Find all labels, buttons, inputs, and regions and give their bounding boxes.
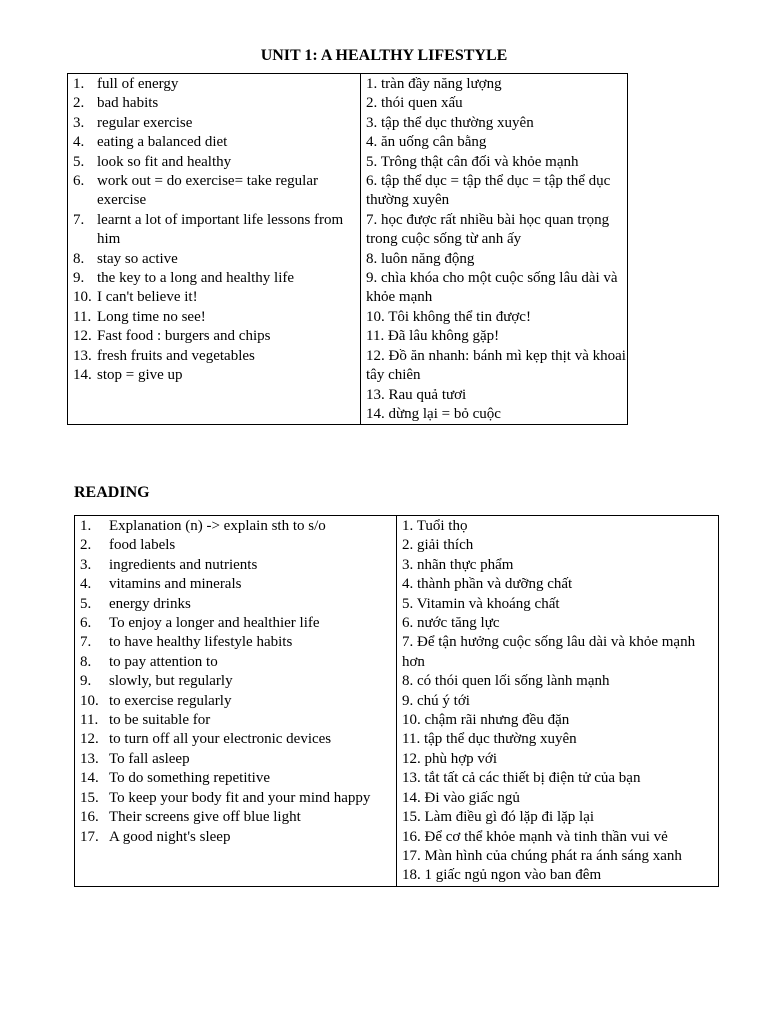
list-item — [80, 556, 396, 575]
item-number: 1. — [73, 76, 85, 92]
list-item — [73, 250, 360, 269]
list-item — [80, 672, 396, 691]
item-number: 16. — [80, 809, 99, 826]
english-column — [75, 516, 397, 887]
translation-item: 12. phù hợp với — [402, 750, 498, 767]
item-number: 1. — [80, 518, 92, 534]
item-number: 12. — [80, 731, 99, 748]
item-number: 2. — [80, 537, 92, 554]
list-item — [80, 750, 396, 769]
list-item — [80, 711, 396, 730]
translation-item: 14. dừng lại = bỏ cuộc — [366, 405, 501, 422]
item-number: 9. — [80, 673, 92, 690]
english-column — [68, 74, 361, 425]
list-item — [80, 730, 396, 749]
item-number: 14. — [73, 367, 92, 384]
item-number: 10. — [80, 692, 99, 709]
item-text: fresh fruits and vegetables — [97, 347, 255, 364]
vietnamese-column — [361, 74, 628, 425]
item-number: 17. — [80, 828, 99, 845]
list-item — [80, 828, 396, 847]
list-item — [80, 614, 396, 633]
translation-item: 7. Để tận hưởng cuộc sống lâu dài và khỏe mạnh hơn — [402, 634, 696, 670]
translation-item: 14. Đi vào giấc ngủ — [402, 789, 520, 806]
list-item — [80, 789, 396, 808]
item-text: To enjoy a longer and healthier life — [109, 615, 320, 632]
item-text: to be suitable for — [109, 712, 211, 729]
item-text: food labels — [109, 537, 176, 554]
translation-item: 17. Màn hình của chúng phát ra ánh sáng xanh — [402, 847, 682, 864]
translation-item: 8. có thói quen lối sống lành mạnh — [402, 673, 610, 690]
item-number: 4. — [73, 134, 85, 151]
item-number: 14. — [80, 770, 99, 787]
item-number: 6. — [73, 173, 85, 190]
item-number: 11. — [73, 308, 92, 325]
item-text: to turn off all your electronic devices — [109, 731, 332, 748]
translation-item: 10. Tôi không thể tin được! — [366, 308, 531, 325]
translation-item: 9. chìa khóa cho một cuộc sống lâu dài và khỏe mạnh — [366, 270, 618, 306]
item-number: 7. — [80, 634, 92, 651]
translation-item: 13. tắt tất cả các thiết bị điện tử của bạn — [402, 770, 641, 787]
item-number: 8. — [80, 653, 92, 670]
translation-item: 11. tập thể dục thường xuyên — [402, 731, 577, 748]
translation-item: 2. giải thích — [402, 537, 474, 554]
item-text: bad habits — [97, 95, 159, 112]
vocabulary-table — [67, 73, 628, 425]
translation-item: 18. 1 giấc ngủ ngon vào ban đêm — [402, 867, 602, 884]
item-text: slowly, but regularly — [109, 673, 233, 690]
translation-item: 10. chậm rãi nhưng đều đặn — [402, 712, 570, 729]
item-text: Their screens give off blue light — [109, 809, 301, 826]
list-item — [80, 633, 396, 652]
item-text: A good night's sleep — [109, 828, 231, 845]
translation-item: 11. Đã lâu không gặp! — [366, 328, 500, 345]
list-item — [73, 114, 360, 133]
translation-item: 6. nước tăng lực — [402, 615, 500, 632]
item-text: ingredients and nutrients — [109, 556, 258, 573]
list-item — [73, 94, 360, 113]
list-item — [80, 536, 396, 555]
list-item — [73, 269, 360, 288]
item-text: vitamins and minerals — [109, 576, 242, 593]
translation-item: 6. tập thể dục = tập thể dục = tập thể dục thường xuyên — [366, 173, 611, 209]
item-number: 13. — [73, 347, 92, 364]
item-text: to have healthy lifestyle habits — [109, 634, 293, 651]
item-text: To do something repetitive — [109, 770, 271, 787]
list-item — [73, 347, 360, 366]
item-text: to exercise regularly — [109, 692, 232, 709]
list-item — [73, 153, 360, 172]
item-text: learnt a lot of important life lessons from him — [97, 211, 344, 248]
item-number: 11. — [80, 712, 99, 729]
translation-item: 9. chú ý tới — [402, 692, 470, 709]
list-item — [80, 575, 396, 594]
list-item — [80, 769, 396, 788]
item-number: 2. — [73, 95, 85, 112]
item-number: 6. — [80, 615, 92, 632]
page-title: UNIT 1: A HEALTHY LIFESTYLE — [260, 47, 508, 64]
item-text: energy drinks — [109, 595, 191, 612]
list-item — [80, 653, 396, 672]
item-number: 15. — [80, 789, 99, 806]
item-text: To fall asleep — [109, 750, 190, 767]
item-number: 12. — [73, 328, 92, 345]
item-number: 10. — [73, 289, 92, 306]
item-text: eating a balanced diet — [97, 134, 228, 151]
item-text: Long time no see! — [97, 308, 206, 325]
item-number: 13. — [80, 750, 99, 767]
translation-item: 1. tràn đầy năng lượng — [366, 76, 502, 92]
item-text: regular exercise — [97, 114, 193, 131]
translation-item: 3. nhãn thực phẩm — [402, 556, 514, 573]
list-item — [80, 517, 396, 536]
item-number: 5. — [73, 153, 85, 170]
reading-table — [74, 515, 719, 887]
item-number: 9. — [73, 270, 85, 287]
item-number: 8. — [73, 250, 85, 267]
translation-item: 12. Đồ ăn nhanh: bánh mì kẹp thịt và khoai tây chiên — [366, 347, 626, 384]
list-item — [80, 692, 396, 711]
item-number: 4. — [80, 576, 92, 593]
translation-item: 7. học được rất nhiều bài học quan trọng trong cuộc sống từ anh ấy — [366, 211, 610, 248]
list-item — [80, 595, 396, 614]
translation-item: 5. Vitamin và khoáng chất — [402, 595, 560, 612]
list-item — [73, 133, 360, 152]
list-item — [73, 288, 360, 307]
item-text: To keep your body fit and your mind happy — [109, 789, 371, 806]
item-number: 3. — [80, 556, 92, 573]
translation-item: 4. ăn uống cân bằng — [366, 134, 487, 151]
translation-item: 15. Làm điều gì đó lặp đi lặp lại — [402, 809, 595, 826]
list-item — [73, 172, 360, 211]
translation-item: 3. tập thể dục thường xuyên — [366, 114, 534, 131]
list-item — [73, 211, 360, 250]
item-number: 5. — [80, 595, 92, 612]
item-text: the key to a long and healthy life — [97, 270, 295, 287]
item-text: stay so active — [97, 250, 178, 267]
translation-item: 8. luôn năng động — [366, 250, 475, 267]
item-text: full of energy — [97, 76, 179, 92]
item-text: work out = do exercise= take regular exercise — [97, 173, 319, 209]
item-text: stop = give up — [97, 367, 183, 384]
item-text: Explanation (n) -> explain sth to s/o — [109, 518, 326, 534]
translation-item: 16. Để cơ thể khỏe mạnh và tinh thần vui vẻ — [402, 828, 668, 845]
translation-item: 2. thói quen xấu — [366, 95, 463, 112]
translation-item: 4. thành phần và dưỡng chất — [402, 576, 573, 593]
list-item — [73, 308, 360, 327]
item-number: 3. — [73, 114, 85, 131]
list-item — [73, 75, 360, 94]
translation-item: 13. Rau quả tươi — [366, 386, 467, 403]
item-number: 7. — [73, 211, 85, 228]
reading-heading: READING — [74, 484, 150, 501]
item-text: Fast food : burgers and chips — [97, 328, 271, 345]
vietnamese-column — [397, 516, 719, 887]
item-text: to pay attention to — [109, 653, 218, 670]
list-item — [80, 808, 396, 827]
item-text: look so fit and healthy — [97, 153, 232, 170]
translation-item: 1. Tuổi thọ — [402, 518, 468, 534]
translation-item: 5. Trông thật cân đối và khỏe mạnh — [366, 153, 579, 170]
list-item — [73, 327, 360, 346]
item-text: I can't believe it! — [97, 289, 198, 306]
list-item — [73, 366, 360, 385]
